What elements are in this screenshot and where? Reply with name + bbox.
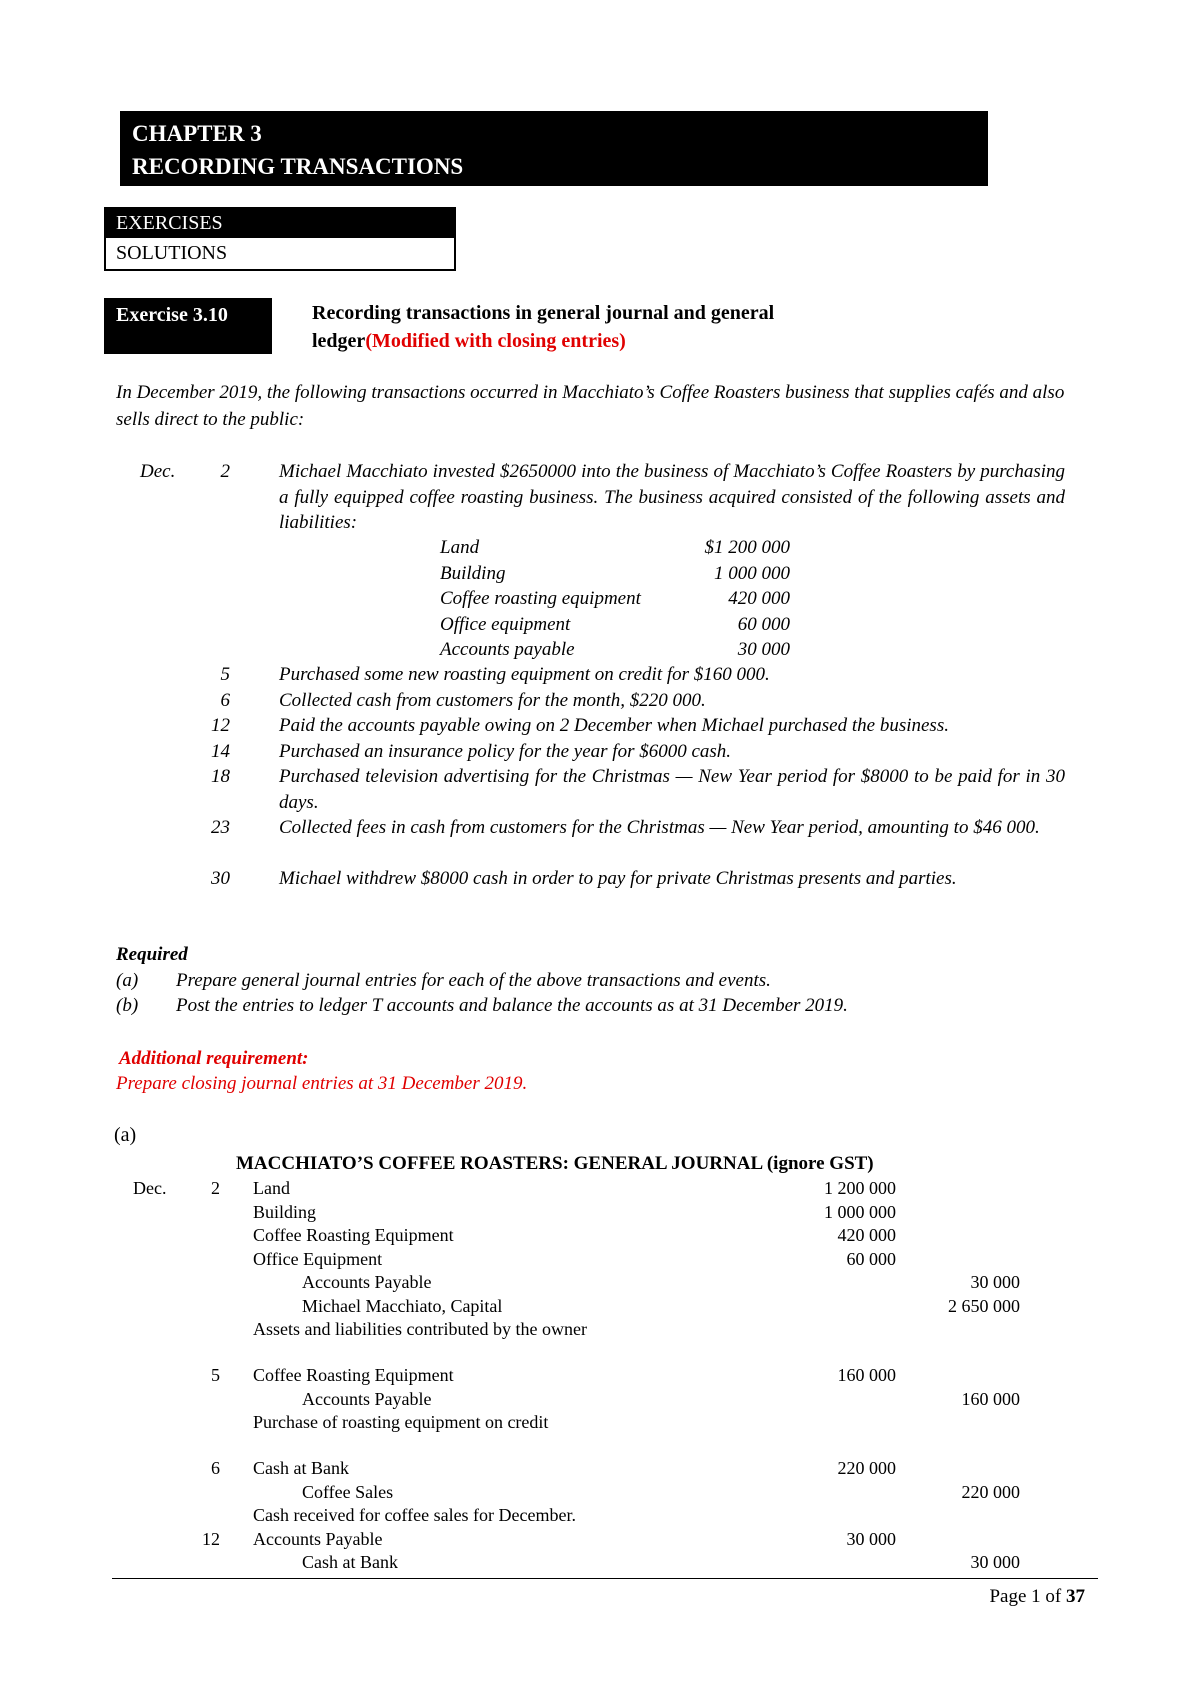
transaction-day: 2 xyxy=(220,461,230,482)
transaction-day: 5 xyxy=(220,664,230,685)
exercise-number-badge xyxy=(104,298,272,354)
page-prefix: Page xyxy=(989,1586,1032,1607)
transaction-text: Michael withdrew $8000 cash in order to pay for private Christmas presents and parties. xyxy=(279,868,957,889)
additional-heading: Additional requirement: xyxy=(119,1048,309,1069)
transaction-text: Purchased some new roasting equipment on credit for $160 000. xyxy=(279,664,770,685)
journal-credit: 30 000 xyxy=(970,1272,1020,1292)
asset-amount: 1 000 000 xyxy=(714,562,790,584)
journal-account: Coffee Roasting Equipment xyxy=(253,1365,454,1385)
page-total: 37 xyxy=(1066,1586,1085,1607)
asset-name: Accounts payable xyxy=(440,639,575,660)
required-heading: Required xyxy=(116,944,188,965)
journal-credit: 2 650 000 xyxy=(948,1295,1020,1316)
asset-amount: $1 200 000 xyxy=(704,537,790,558)
additional-text: Prepare closing journal entries at 31 December 2019. xyxy=(116,1073,528,1094)
journal-debit: 1 000 000 xyxy=(824,1201,896,1222)
transaction-day: 12 xyxy=(211,715,230,736)
journal-credit: 220 000 xyxy=(961,1481,1020,1502)
chapter-number: CHAPTER 3 xyxy=(132,121,262,146)
journal-credit: 160 000 xyxy=(961,1388,1020,1409)
journal-narration: Purchase of roasting equipment on credit xyxy=(253,1412,549,1432)
journal-account: Land xyxy=(253,1178,290,1198)
transaction-text: Michael Macchiato invested $2650000 into the business of Macchiato’s Coffee Roasters by purchasing a fully equipped coffee roasting business. The business acquired consisted of the following assets and liabilities: xyxy=(279,461,1065,533)
transaction-text: Paid the accounts payable owing on 2 December when Michael purchased the business. xyxy=(279,715,949,736)
page-of: of xyxy=(1040,1586,1066,1607)
journal-debit: 220 000 xyxy=(837,1458,896,1478)
journal-account: Accounts Payable xyxy=(302,1272,432,1292)
journal-day: 6 xyxy=(211,1458,220,1478)
solutions-label: SOLUTIONS xyxy=(116,242,228,264)
journal-debit: 1 200 000 xyxy=(824,1178,896,1198)
footer-divider xyxy=(112,1578,1098,1579)
exercises-label: EXERCISES xyxy=(106,209,454,238)
exercise-number: Exercise 3.10 xyxy=(116,304,228,326)
exercise-title-line1: Recording transactions in general journal and general xyxy=(312,302,775,324)
transaction-text: Collected fees in cash from customers for the Christmas — New Year period, amounting to $46 000. xyxy=(279,817,1040,838)
intro-paragraph: In December 2019, the following transactions occurred in Macchiato’s Coffee Roasters business that supplies cafés and also sells direct to the public: xyxy=(116,382,1065,430)
transaction-day: 14 xyxy=(211,740,230,762)
exercise-title-modified: (Modified with closing entries) xyxy=(365,330,626,352)
asset-name: Coffee roasting equipment xyxy=(440,588,641,609)
transaction-text: Purchased television advertising for the Christmas — New Year period for $8000 to be paid for in 30 days. xyxy=(279,766,1065,813)
transaction-day: 30 xyxy=(211,868,230,889)
journal-account: Cash at Bank xyxy=(302,1552,398,1572)
asset-name: Office equipment xyxy=(440,613,571,635)
chapter-heading xyxy=(120,111,988,186)
required-label: (a) xyxy=(116,970,139,991)
journal-day: 12 xyxy=(202,1528,220,1549)
transaction-day: 6 xyxy=(220,689,230,711)
journal-month: Dec. xyxy=(133,1178,167,1198)
exercise-title xyxy=(312,299,932,355)
transaction-text: Purchased an insurance policy for the year for $6000 cash. xyxy=(279,740,732,762)
asset-name: Building xyxy=(440,562,506,584)
journal-account: Building xyxy=(253,1201,317,1222)
journal-account: Office Equipment xyxy=(253,1248,383,1269)
journal-debit: 60 000 xyxy=(846,1248,896,1269)
transactions-month: Dec. xyxy=(140,461,176,482)
asset-name: Land xyxy=(440,537,480,558)
journal-debit: 420 000 xyxy=(837,1225,896,1245)
asset-amount: 420 000 xyxy=(728,588,790,609)
asset-amount: 30 000 xyxy=(737,639,790,660)
required-label: (b) xyxy=(116,995,139,1016)
transaction-day: 23 xyxy=(211,817,230,838)
required-text: Post the entries to ledger T accounts and balance the accounts as at 31 December 2019. xyxy=(176,995,848,1016)
journal-account: Accounts Payable xyxy=(302,1388,432,1409)
required-text: Prepare general journal entries for each of the above transactions and events. xyxy=(176,970,771,991)
journal-account: Cash at Bank xyxy=(253,1458,349,1478)
journal-narration: Assets and liabilities contributed by the owner xyxy=(253,1319,587,1339)
journal-credit: 30 000 xyxy=(970,1552,1020,1572)
page-footer xyxy=(900,1586,1085,1608)
journal-debit: 160 000 xyxy=(837,1365,896,1385)
journal-day: 2 xyxy=(211,1178,220,1198)
asset-amount: 60 000 xyxy=(737,613,790,635)
chapter-title: RECORDING TRANSACTIONS xyxy=(132,154,464,179)
transaction-text: Collected cash from customers for the month, $220 000. xyxy=(279,689,706,711)
journal-account: Accounts Payable xyxy=(253,1528,383,1549)
transaction-day: 18 xyxy=(211,766,230,787)
journal-account: Coffee Sales xyxy=(302,1481,394,1502)
journal-account: Michael Macchiato, Capital xyxy=(302,1295,503,1316)
exercise-title-line2: ledger xyxy=(312,330,366,352)
part-a-label: (a) xyxy=(114,1124,137,1146)
journal-debit: 30 000 xyxy=(846,1528,896,1549)
exercises-solutions-box xyxy=(104,207,456,271)
journal-narration: Cash received for coffee sales for December. xyxy=(253,1505,577,1525)
journal-day: 5 xyxy=(211,1365,220,1385)
journal-title: MACCHIATO’S COFFEE ROASTERS: GENERAL JOURNAL (ignore GST) xyxy=(236,1153,874,1174)
journal-account: Coffee Roasting Equipment xyxy=(253,1225,454,1245)
page-number: 1 xyxy=(1031,1586,1041,1607)
